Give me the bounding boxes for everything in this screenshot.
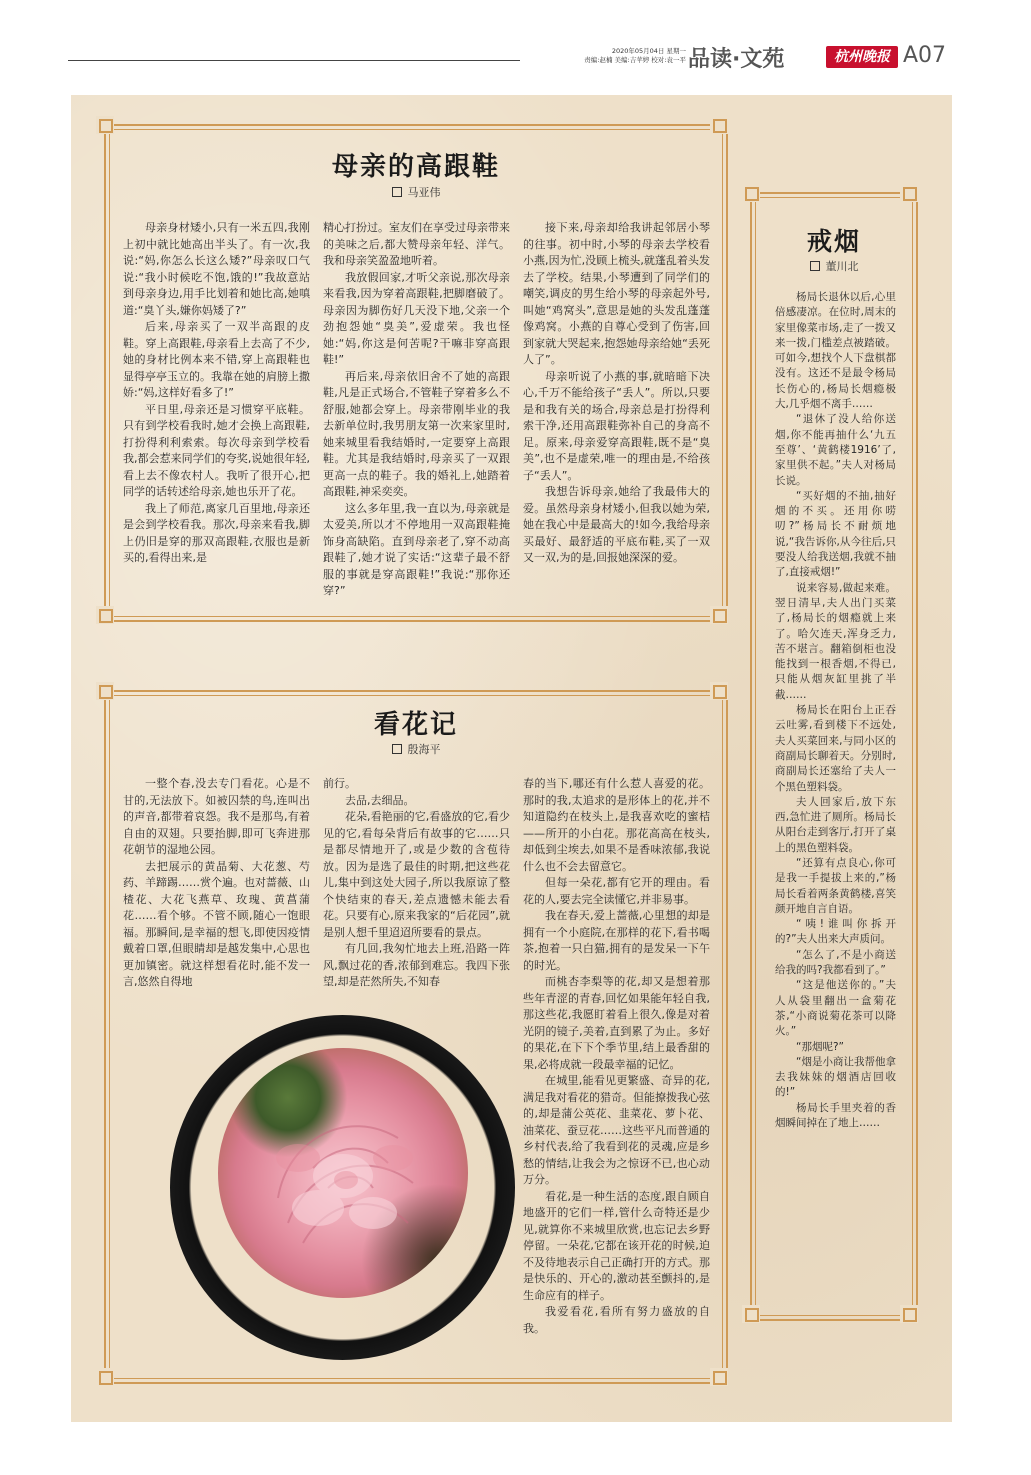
paragraph: 但每一朵花,都有它开的理由。看花的人,要去完全读懂它,并非易事。 (523, 876, 710, 906)
article1-column-3 (523, 220, 710, 600)
paragraph: 看花,是一种生活的态度,跟自顾自地盛开的它们一样,管什么奇特还是少见,就算你不来城里欣赏,也忘记去乡野停留。一朵花,它都在该开花的时候,迫不及待地表示自己正确打开的方式。那是快乐的、开心的,激动甚至颤抖的,是生命应有的样子。 (523, 1189, 710, 1302)
paragraph: 在城里,能看见更繁盛、奇异的花,满足我对看花的猎奇。但能撩拨我心弦的,却是蒲公英花、韭菜花、萝卜花、油菜花、蚕豆花……这些平凡而普通的乡村代表,给了我看到花的灵魂,应是乡愁的情结,让我会为之惊讶不已,也心动万分。 (523, 1074, 710, 1186)
header-staff: 责编:赵楠 美编:吉苹婷 校对:袁一平 (584, 56, 686, 64)
paragraph: 我想告诉母亲,她给了我最伟大的爱。虽然母亲身材矮小,但我以她为荣,她在我心中是最高大的!如今,我给母亲买最好、最舒适的平底布鞋,买了一双又一双,为的是,回报她深深的爱。 (523, 485, 710, 564)
byline-box-icon (392, 187, 402, 197)
paragraph: 说来容易,做起来难。翌日清早,夫人出门买菜了,杨局长的烟瘾就上来了。哈欠连天,浑身乏力,苦不堪言。翻箱倒柜也没能找到一根香烟,不得已,只能从烟灰缸里挑了半截…… (775, 581, 896, 701)
frame-corner (742, 184, 760, 202)
header-date: 2020年05月04日 星期一 (611, 47, 686, 55)
article2-column-2 (323, 776, 510, 1012)
paragraph: “买好烟的不抽,抽好烟的不买。还用你唠叨?”杨局长不耐烦地说,“我告诉你,从今往后,只要没人给我送烟,我就不抽了,直接戒烟!” (775, 489, 896, 579)
paragraph: 春的当下,哪还有什么惹人喜爱的花。那时的我,太追求的是形体上的花,并不知道隐约在枝头上,是我喜欢吃的蜜桔——所开的小白花。那花高高在枝头,却低到尘埃去,如果不是香味浓郁,我说什么也不会去留意它。 (523, 777, 710, 873)
article3-author: 董川北 (825, 260, 859, 273)
paragraph: “那烟呢?” (796, 1040, 844, 1053)
paragraph: 平日里,母亲还是习惯穿平底鞋。只有到学校看我时,她才会换上高跟鞋,打扮得利利索索。每次母亲到学校看我,都会惹来同学们的夸奖,说她很年轻,看上去不像农村人。我听了很开心,把同学的话转述给母亲,她也乐开了花。 (123, 402, 310, 498)
paragraph: 杨局长手里夹着的香烟瞬间掉在了地上…… (775, 1101, 896, 1130)
byline-box-icon (810, 261, 820, 271)
article3-column (775, 290, 896, 1308)
frame-corner (900, 1305, 918, 1323)
paragraph: 杨局长退休以后,心里倍感凄凉。在位时,周末的家里像菜市场,走了一拨又来一拨,门槛差点被踏破。可如今,想找个人下盘棋都没有。这还不是最令杨局长伤心的,杨局长烟瘾极大,几乎烟不离手…… (775, 291, 896, 411)
paragraph: 精心打扮过。室友们在享受过母亲带来的美味之后,都大赞母亲年轻、洋气。我和母亲笑盈盈地听着。 (323, 221, 510, 267)
frame-corner (96, 116, 114, 134)
paragraph: 母亲身材矮小,只有一米五四,我刚上初中就比她高出半头了。有一次,我说:“妈,你怎么长这么矮?”母亲叹口气说:“我小时候吃不饱,饿的!”我故意站到母亲身边,用手比划着和她比高,她嗔道:“臭丫头,嫌你妈矮了?” (123, 221, 310, 317)
page-number: A07 (903, 43, 947, 68)
frame-corner (96, 1368, 114, 1386)
paragraph: 我爱看花,看所有努力盛放的自我。 (523, 1305, 710, 1335)
rose-photo (218, 1048, 468, 1298)
paragraph: 前行。 (323, 777, 356, 790)
paragraph: 而桃杏李梨等的花,却又是想着那些年青涩的青春,回忆如果能年轻自我,那这些花,我愿盯着看上很久,像是对着光阴的镜子,美着,直到累了为止。多好的果花,在下下个季节里,结上最香甜的果,必将成就一段最幸福的记忆。 (523, 975, 710, 1071)
article1-author: 马亚伟 (407, 186, 441, 199)
paragraph: “咦!谁叫你拆开的?”夫人出来大声质问。 (775, 918, 896, 946)
paragraph: 我在春天,爱上蔷薇,心里想的却是拥有一个小庭院,在那样的花下,看书喝茶,抱着一只白猫,拥有的是发呆一下午的时光。 (523, 909, 710, 972)
article2-author: 殷海平 (407, 743, 441, 756)
frame-corner (96, 682, 114, 700)
paragraph: “烟是小商让我帮他拿去我妹妹的烟酒店回收的!” (775, 1055, 896, 1099)
article1-byline (104, 184, 728, 200)
frame-corner (710, 682, 728, 700)
frame-corner (900, 184, 918, 202)
paragraph: “怎么了,不是小商送给我的吗?我都看到了。” (775, 948, 896, 977)
paragraph: “还算有点良心,你可是我一手提拔上来的,”杨局长看着两条黄鹤楼,喜笑颜开地自言自语。 (775, 856, 896, 915)
paragraph: 去品,去细品。 (345, 793, 415, 807)
frame-corner (710, 1368, 728, 1386)
article1-column-2 (323, 220, 510, 600)
article2-column-1 (123, 776, 310, 1012)
paragraph: 我上了师范,离家几百里地,母亲还是会到学校看我。那次,母亲来看我,脚上仍旧是穿的那双高跟鞋,衣服也是新买的,看得出来,是 (123, 501, 310, 564)
header-meta (536, 47, 686, 65)
section-title: 品读·文苑 (688, 47, 785, 72)
paragraph: 再后来,母亲依旧舍不了她的高跟鞋,凡是正式场合,不管鞋子穿着多么不舒服,她都会穿上。母亲带刚毕业的我去新单位时,我男朋友第一次来家里时,她来城里看我结婚时,一定要穿上高跟鞋。尤其是我结婚时,母亲买了一双跟更高一点的鞋子。我的婚礼上,她踏着高跟鞋,神采奕奕。 (323, 369, 510, 498)
paragraph: 我放假回家,才听父亲说,那次母亲来看我,因为穿着高跟鞋,把脚磨破了。母亲因为脚伤好几天没下地,父亲一个劲抱怨她“臭美”,爱虚荣。我也怪她:“妈,你这是何苦呢?干嘛非穿高跟鞋!” (323, 270, 510, 366)
frame-corner (96, 606, 114, 624)
article3-byline (750, 258, 918, 274)
paragraph: 夫人回家后,放下东西,急忙进了厕所。杨局长从阳台走到客厅,打开了桌上的黑色塑料袋。 (775, 795, 896, 854)
paragraph: “退休了没人给你送烟,你不能再抽什么‘九五至尊’、‘黄鹤楼1916’了,家里供不起。”夫人对杨局长说。 (775, 413, 896, 487)
article3-title: 戒烟 (806, 227, 861, 256)
header-rule (68, 60, 520, 61)
frame-corner (710, 606, 728, 624)
paragraph: 这么多年里,我一直以为,母亲就是太爱美,所以才不停地用一双高跟鞋掩饰身高缺陷。直到母亲老了,穿不动高跟鞋了,她才说了实话:“这辈子最不舒服的事就是穿高跟鞋!”我说:“那你还穿?” (323, 501, 510, 597)
paragraph: “这是他送你的。”夫人从袋里翻出一盒菊花茶,“小商说菊花茶可以降火。” (775, 979, 896, 1038)
byline-box-icon (392, 744, 402, 754)
paragraph: 后来,母亲买了一双半高跟的皮鞋。穿上高跟鞋,母亲看上去高了不少,她的身材比例本来不错,穿上高跟鞋也显得亭亭玉立的。我靠在她的肩膀上撒娇:“妈,这样好看多了!” (123, 320, 310, 399)
paragraph: 花朵,看艳丽的它,看盛放的它,看少见的它,看每朵背后有故事的它……只是都尽情地开了,或是少数的含苞待放。因为是选了最佳的时期,把这些花儿,集中到这处大园子,所以我原谅了整个快结束的春天,差点遗憾未能去看花。只要有心,原来我家的“后花园”,就是别人想千里迢迢所要看的景点。 (323, 810, 510, 939)
article1-column-1 (123, 220, 310, 600)
article2-title: 看花记 (373, 710, 458, 740)
paragraph: 有几回,我匆忙地去上班,沿路一阵风,飘过花的香,浓郁到难忘。我四下张望,却是茫然所失,不知春 (323, 942, 510, 988)
rose-petals-graphic (218, 1048, 468, 1298)
paragraph: 杨局长在阳台上正吞云吐雾,看到楼下不远处,夫人买菜回来,与同小区的商副局长聊着天。分别时,商副局长还塞给了夫人一个黑色塑料袋。 (775, 704, 896, 793)
paragraph: 接下来,母亲却给我讲起邻居小琴的往事。初中时,小琴的母亲去学校看小燕,因为忙,没顾上梳头,就蓬乱着头发去了学校。结果,小琴遭到了同学们的嘲笑,调皮的男生给小琴的母亲起外号,叫她“鸡窝头”,意思是她的头发乱蓬蓬像鸡窝。小燕的自尊心受到了伤害,回到家就大哭起来,抱怨她母亲给她“丢死人了”。 (523, 221, 710, 366)
paragraph: 母亲听说了小燕的事,就暗暗下决心,千万不能给孩子“丢人”。所以,只要是和我有关的场合,母亲总是打扮得利索干净,还用高跟鞋弥补自己的身高不足。原来,母亲爱穿高跟鞋,既不是“臭美”,也不是虚荣,唯一的理由是,不给孩子“丢人”。 (523, 369, 710, 482)
article1-title: 母亲的高跟鞋 (331, 152, 500, 182)
frame-corner (742, 1305, 760, 1323)
paragraph: 一整个春,没去专门看花。心是不甘的,无法放下。如被囚禁的鸟,连叫出的声音,都带着哀怨。我不是那鸟,有着自由的双翅。只要抬脚,即可飞奔进那花朝节的湿地公园。 (123, 777, 310, 856)
newspaper-logo: 杭州晚报 (826, 46, 898, 68)
frame-corner (710, 116, 728, 134)
paragraph: 去把展示的黄晶菊、大花葱、芍药、羊蹄踢……赏个遍。也对蔷薇、山楂花、大花飞燕草、玫瑰、黄菖蒲花……看个够。不管不顾,随心一饱眼福。那瞬间,是幸福的想飞,即使因疫情戴着口罩,但眼睛却是越发集中,心思也更加镇密。就这样想看花时,能不发一言,悠然自得地 (123, 859, 310, 988)
article2-byline (104, 741, 728, 757)
article2-column-3 (523, 776, 710, 1370)
